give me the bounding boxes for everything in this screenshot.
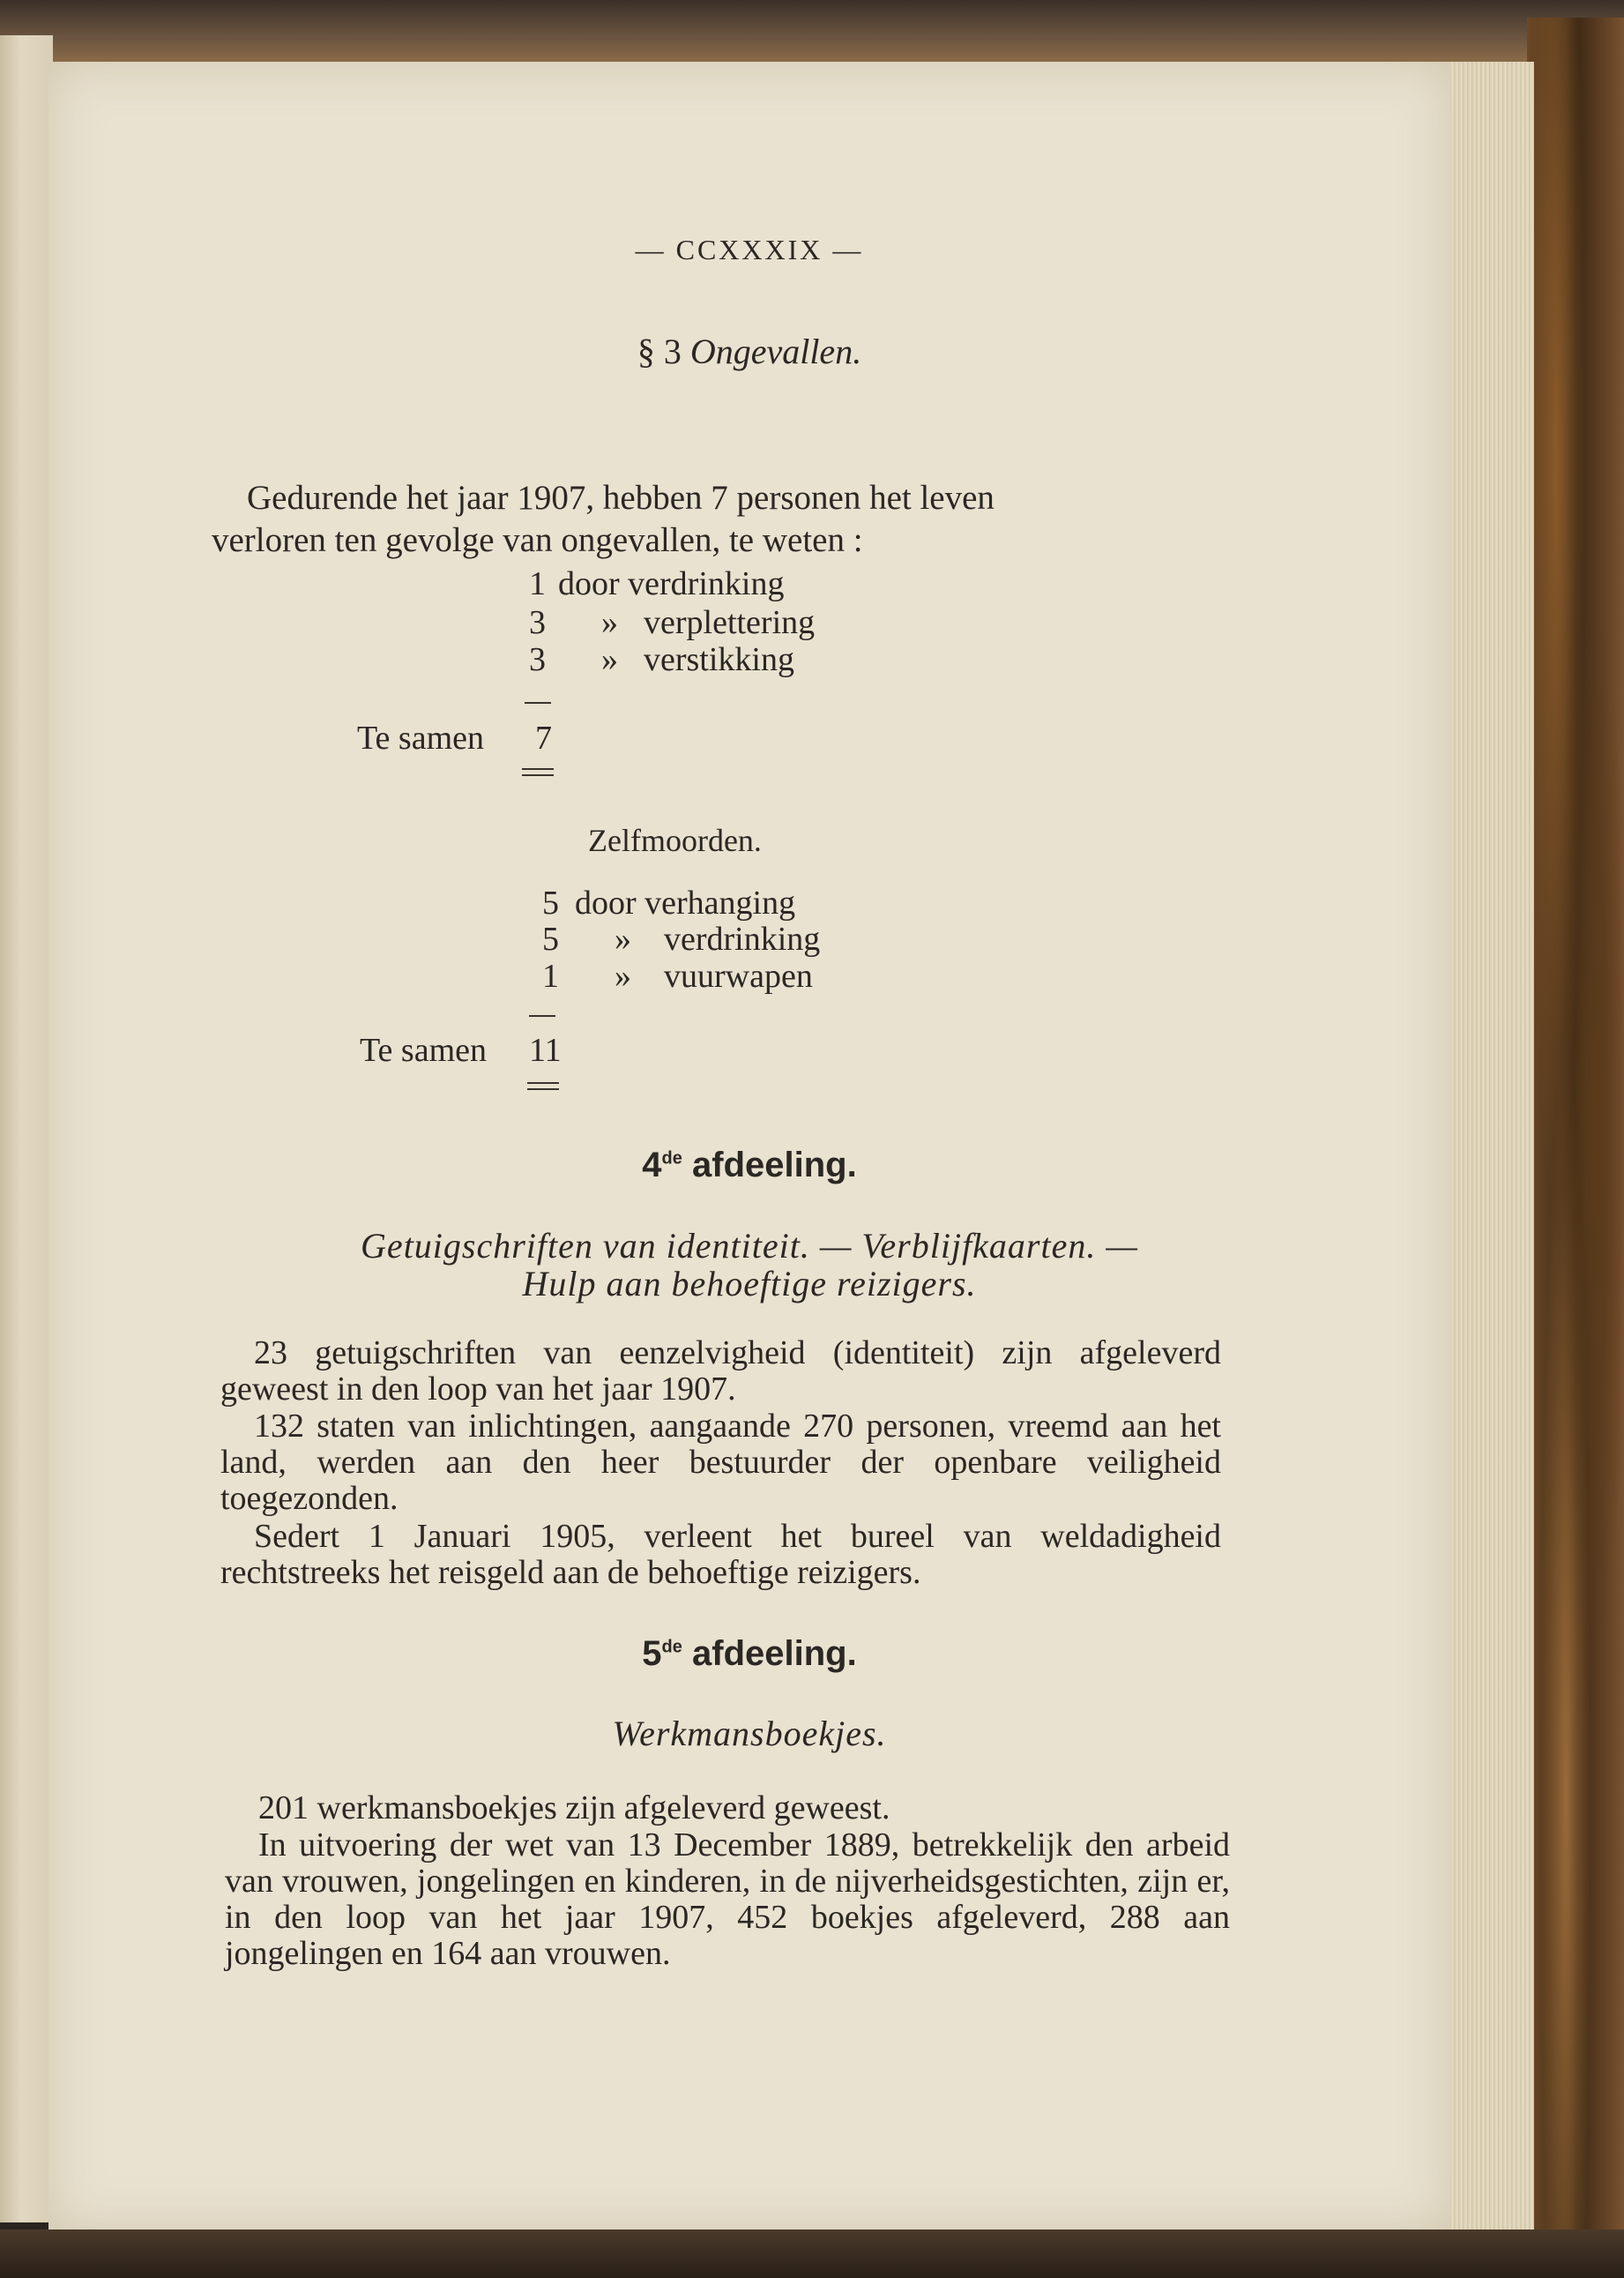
left-page-edge	[0, 35, 53, 2222]
double-rule-top	[522, 768, 554, 770]
section3-intro-line1: Gedurende het jaar 1907, hebben 7 personen het leven	[247, 479, 995, 517]
section4-paragraph: Sedert 1 Januari 1905, verleent het bureel van weldadigheid rechtstreeks het reisgeld aan de behoeftige reizigers.	[220, 1518, 1221, 1591]
section5-subtitle: Werkmansboekjes.	[612, 1714, 887, 1753]
section5-number: 5	[642, 1634, 662, 1673]
double-rule-bottom	[527, 1088, 559, 1090]
accidents-total-label: Te samen	[357, 720, 485, 757]
ditto-mark: »	[601, 604, 618, 641]
book-page	[48, 62, 1450, 2231]
accident-count: 3	[529, 604, 546, 641]
accidents-total: 7	[535, 720, 552, 757]
book-bottom-edge	[0, 2229, 1624, 2278]
suicide-row	[542, 884, 1071, 921]
suicide-cause: vuurwapen	[664, 958, 813, 995]
section4-heading	[48, 1146, 1450, 1185]
suicide-cause: verdrinking	[664, 921, 821, 958]
accident-row	[529, 564, 1058, 601]
suicides-heading: Zelfmoorden.	[588, 823, 762, 858]
section3-intro-line2: verloren ten gevolge van ongevallen, te weten :	[212, 521, 863, 559]
section4-title: afdeeling.	[692, 1146, 857, 1184]
sum-rule	[525, 702, 551, 704]
accident-cause: verplettering	[644, 604, 816, 641]
section4-superscript: de	[661, 1148, 682, 1169]
section4-paragraph: 23 getuigschriften van eenzelvigheid (identiteit) zijn afgeleverd geweest in den loop van het jaar 1907.	[220, 1334, 1221, 1408]
sum-rule	[529, 1015, 555, 1017]
section5-superscript: de	[661, 1637, 682, 1657]
suicide-count: 1	[542, 958, 559, 995]
section5-paragraph: In uitvoering der wet van 13 December 1889, betrekkelijk den arbeid van vrouwen, jongelingen en kinderen, in de nijverheidsgestichten, zijn er, in den loop van het jaar 1907, 452 boekjes afgeleverd, 288 aan jongelingen en 164 aan vrouwen.	[225, 1826, 1230, 1972]
accident-cause: door verdrinking	[558, 565, 785, 602]
accident-count: 1	[529, 565, 546, 602]
accident-row	[529, 603, 1058, 640]
section3-heading	[48, 331, 1450, 372]
ditto-mark: »	[601, 641, 618, 678]
ditto-mark: »	[615, 958, 631, 995]
ditto-mark: »	[615, 921, 631, 958]
section4-paragraph: 132 staten van inlichtingen, aangaande 270 personen, vreemd aan het land, werden aan den heer bestuurder der openbare veiligheid toegezonden.	[220, 1408, 1221, 1517]
marbled-cover	[1527, 18, 1624, 2240]
accident-count: 3	[529, 641, 546, 678]
double-rule-bottom	[522, 774, 554, 776]
section3-title: Ongevallen.	[689, 332, 862, 371]
section4-subtitle-line1: Getuigschriften van identiteit. — Verblijfkaarten. —	[361, 1226, 1138, 1266]
section4-subtitle-line2: Hulp aan behoeftige reizigers.	[522, 1264, 977, 1303]
suicide-row	[542, 957, 1071, 994]
suicides-total: 11	[529, 1032, 562, 1069]
accident-row	[529, 640, 1058, 677]
section5-paragraph: 201 werkmansboekjes zijn afgeleverd geweest.	[258, 1789, 890, 1826]
section3-prefix: § 3	[637, 332, 682, 371]
suicide-cause: door verhanging	[575, 885, 796, 922]
page-stack-edge	[1446, 62, 1534, 2231]
section4-number: 4	[642, 1146, 662, 1184]
double-rule-top	[527, 1082, 559, 1084]
suicides-total-label: Te samen	[360, 1032, 488, 1069]
section5-title: afdeeling.	[692, 1634, 857, 1673]
suicide-count: 5	[542, 921, 559, 958]
accident-cause: verstikking	[644, 641, 794, 678]
page-number: — CCXXXIX —	[635, 234, 864, 265]
section5-heading	[48, 1634, 1450, 1674]
book-top-edge	[0, 0, 1624, 62]
suicide-count: 5	[542, 885, 559, 922]
suicide-row	[542, 920, 1071, 957]
